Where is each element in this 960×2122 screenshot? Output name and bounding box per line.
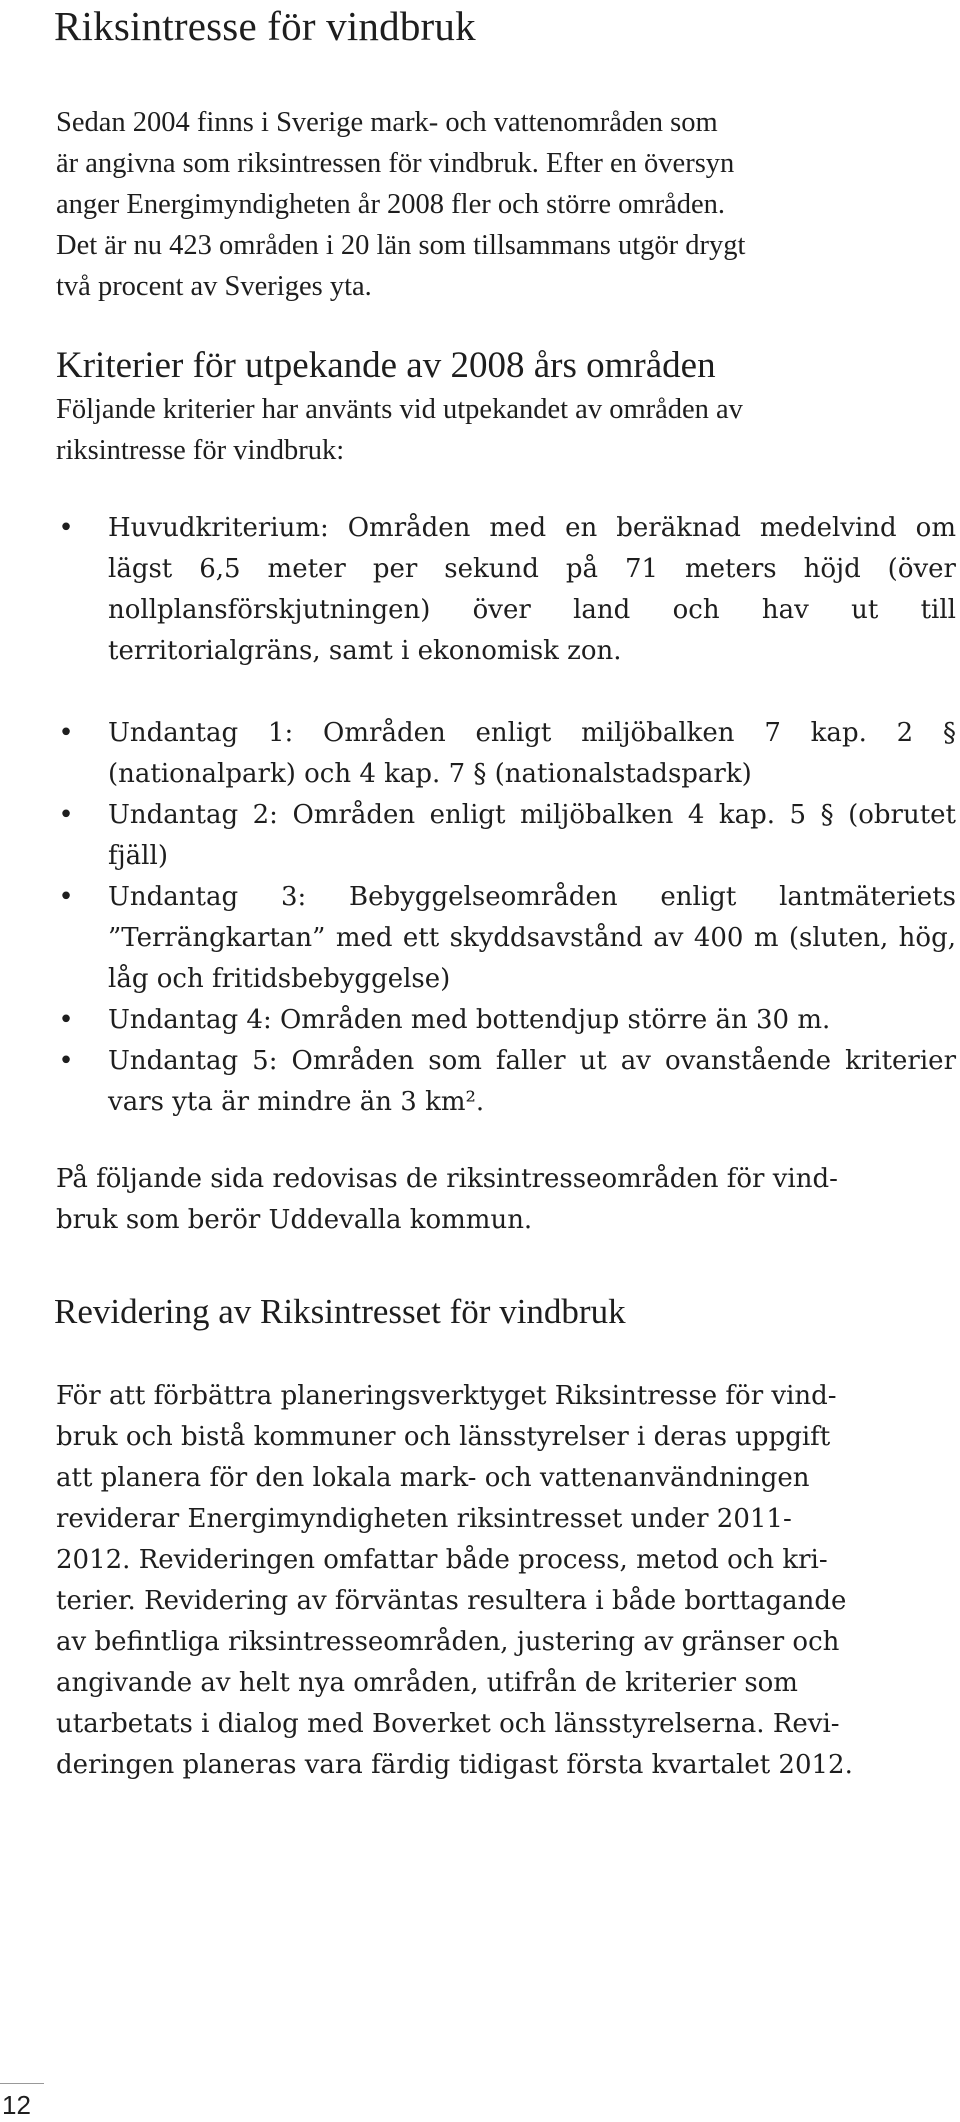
- list-item: [56, 795, 956, 877]
- criterion-text: Undantag 4: Områden med bottendjup större än 30 m.: [108, 1005, 831, 1035]
- criterion-text: Undantag 5: Områden som faller ut av ovanstående kriterier vars yta är mindre än 3 km².: [108, 1046, 956, 1117]
- revision-line: bruk och bistå kommuner och länsstyrelser i deras uppgift: [56, 1422, 831, 1452]
- list-item: [56, 713, 956, 795]
- criterion-text: Undantag 2: Områden enligt miljöbalken 4 kap. 5 § (obrutet fjäll): [108, 800, 956, 871]
- bullet-icon: •: [58, 882, 74, 912]
- bullet-icon: •: [58, 718, 74, 748]
- bullet-icon: •: [58, 513, 74, 543]
- criteria-list: [56, 508, 956, 1123]
- revision-line: av befintliga riksintresseområden, justering av gränser och: [56, 1627, 840, 1657]
- list-item: [56, 1041, 956, 1123]
- revision-line: För att förbättra planeringsverktyget Riksintresse för vind-: [56, 1381, 837, 1411]
- criterion-text: Undantag 3: Bebyggelseområden enligt lantmäteriets ”Terrängkartan” med ett skyddsavstånd av 400 m (sluten, hög, låg och fritidsbebyggelse): [108, 882, 956, 994]
- list-item: [56, 508, 956, 672]
- revision-line: deringen planeras vara färdig tidigast första kvartalet 2012.: [56, 1750, 853, 1780]
- revision-line: utarbetats i dialog med Boverket och länsstyrelserna. Revi-: [56, 1709, 840, 1739]
- followup-line: bruk som berör Uddevalla kommun.: [56, 1205, 533, 1235]
- criterion-text: Huvudkriterium: Områden med en beräknad medelvind om lägst 6,5 meter per sekund på 71 meters höjd (över nollplansförskjutningen) över land och hav ut till territorialgräns, samt i ekonomisk zon.: [108, 513, 956, 666]
- revision-paragraph: [56, 1376, 936, 1786]
- list-item: [56, 1000, 956, 1041]
- revision-line: angivande av helt nya områden, utifrån de kriterier som: [56, 1668, 798, 1698]
- list-item: [56, 877, 956, 1000]
- page-title: Riksintresse för vindbruk: [54, 3, 476, 49]
- page-number: 12: [2, 2090, 31, 2120]
- bullet-icon: •: [58, 1005, 74, 1035]
- criteria-intro-line: riksintresse för vindbruk:: [56, 435, 345, 466]
- intro-line: Det är nu 423 områden i 20 län som tillsammans utgör drygt: [56, 230, 746, 261]
- bullet-icon: •: [58, 1046, 74, 1076]
- intro-line: Sedan 2004 finns i Sverige mark- och vattenområden som: [56, 107, 718, 138]
- criteria-heading: Kriterier för utpekande av 2008 års områden: [56, 345, 716, 386]
- criterion-text: Undantag 1: Områden enligt miljöbalken 7 kap. 2 § (nationalpark) och 4 kap. 7 § (nationalstadspark): [108, 718, 956, 789]
- revision-line: terier. Revidering av förväntas resultera i både borttagande: [56, 1586, 847, 1616]
- revision-line: att planera för den lokala mark- och vattenanvändningen: [56, 1463, 810, 1493]
- criteria-intro-line: Följande kriterier har använts vid utpekandet av områden av: [56, 394, 743, 425]
- intro-paragraph: [56, 102, 936, 307]
- followup-line: På följande sida redovisas de riksintresseområden för vind-: [56, 1164, 838, 1194]
- page-number-divider: [0, 2083, 44, 2084]
- revision-line: 2012. Revideringen omfattar både process, metod och kri-: [56, 1545, 828, 1575]
- criteria-intro-paragraph: [56, 389, 936, 471]
- intro-line: anger Energimyndigheten år 2008 fler och större områden.: [56, 189, 725, 220]
- revision-line: reviderar Energimyndigheten riksintresset under 2011-: [56, 1504, 792, 1534]
- intro-line: två procent av Sveriges yta.: [56, 271, 372, 302]
- followup-paragraph: [56, 1159, 936, 1241]
- intro-line: är angivna som riksintressen för vindbruk. Efter en översyn: [56, 148, 735, 179]
- bullet-icon: •: [58, 800, 74, 830]
- revision-heading: Revidering av Riksintresset för vindbruk: [54, 1292, 626, 1331]
